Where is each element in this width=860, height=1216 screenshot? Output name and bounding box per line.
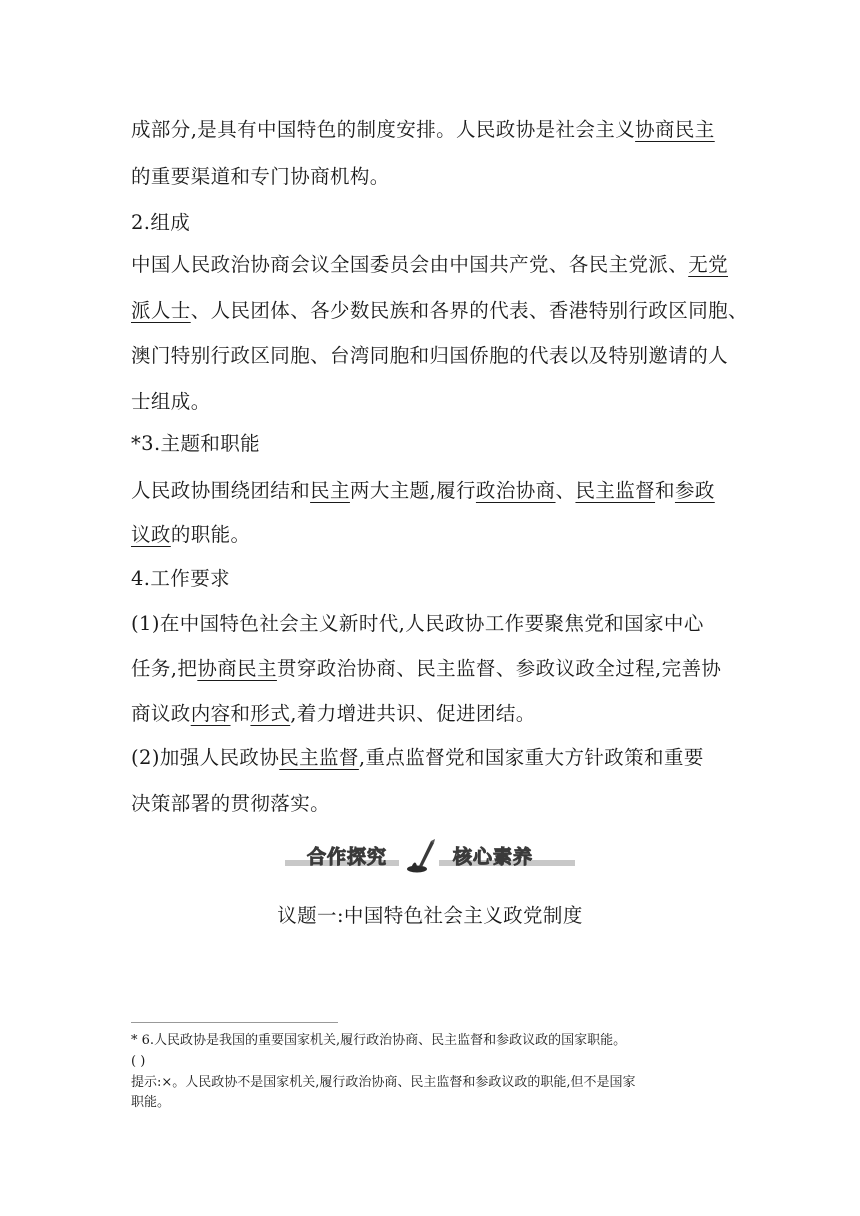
section-banner — [285, 836, 575, 876]
underlined-term: 政治协商 — [475, 479, 556, 502]
text-span: 两大主题,履行 — [349, 479, 476, 502]
footnote-question: * 6.人民政协是我国的重要国家机关,履行政治协商、民主监督和参政议政的国家职能。 — [131, 1033, 627, 1048]
text-span: 、人民团体、各少数民族和各界的代表、香港特别行政区同胞、 — [190, 299, 748, 322]
underlined-term: 形式 — [250, 702, 291, 725]
text-span: 商议政 — [131, 702, 191, 725]
underlined-term: 议政 — [131, 523, 171, 546]
text-span: 、 — [555, 479, 576, 502]
body-line-10 — [131, 656, 721, 682]
body-line-13: 决策部署的贯彻落实。 — [131, 792, 331, 815]
text-span: 成部分,是具有中国特色的制度安排。人民政协是社会主义 — [131, 118, 636, 141]
body-line-4 — [131, 298, 748, 324]
section-heading-4: 4.工作要求 — [131, 567, 231, 590]
body-line-3 — [131, 252, 728, 278]
text-span: 任务,把 — [131, 657, 198, 680]
body-line-12 — [131, 745, 704, 771]
underlined-term: 无党 — [688, 253, 729, 276]
footnote-hint-cont: 职能。 — [131, 1095, 171, 1110]
banner-title-right: 核心素养 — [453, 846, 534, 868]
underlined-term: 民主 — [310, 479, 350, 502]
underlined-term: 内容 — [190, 702, 231, 725]
body-line-11 — [131, 701, 536, 727]
banner-title-left: 合作探究 — [307, 846, 388, 868]
underlined-term: 协商民主 — [197, 657, 277, 680]
footnote-hint: 提示:×。人民政协不是国家机关,履行政治协商、民主监督和参政议政的职能,但不是国家 — [131, 1075, 636, 1090]
footnote-answer-blank: ( ) — [131, 1054, 146, 1069]
underlined-term: 派人士 — [131, 299, 191, 322]
underlined-term: 民主监督 — [279, 746, 359, 769]
body-line-8 — [131, 522, 250, 548]
underlined-term: 参政 — [674, 479, 715, 502]
body-line-5: 澳门特别行政区同胞、台湾同胞和归国侨胞的代表以及特别邀请的人 — [131, 344, 729, 367]
body-line-6: 士组成。 — [131, 390, 211, 413]
section-heading-2: 2.组成 — [131, 211, 191, 234]
footnote-divider — [131, 1022, 338, 1023]
text-span: ,重点监督党和国家重大方针政策和重要 — [358, 746, 704, 769]
body-line-1 — [131, 117, 715, 143]
text-span: (2)加强人民政协 — [131, 746, 280, 769]
text-span: ,着力增进共识、促进团结。 — [290, 702, 536, 725]
text-span: 人民政协围绕团结和 — [131, 479, 311, 502]
section-heading-3: *3.主题和职能 — [131, 432, 261, 455]
text-span: 和 — [230, 702, 251, 725]
underlined-term: 民主监督 — [575, 479, 656, 502]
text-span: 和 — [655, 479, 675, 502]
body-line-2: 的重要渠道和专门协商机构。 — [131, 165, 390, 188]
topic-subtitle: 议题一:中国特色社会主义政党制度 — [277, 904, 583, 927]
underlined-term: 协商民主 — [635, 118, 715, 141]
text-span: 中国人民政治协商会议全国委员会由中国共产党、各民主党派、 — [131, 253, 689, 276]
pen-icon — [405, 838, 437, 874]
body-line-9: (1)在中国特色社会主义新时代,人民政协工作要聚焦党和国家中心 — [131, 612, 704, 635]
body-line-7 — [131, 478, 715, 504]
text-span: 的职能。 — [170, 523, 251, 546]
text-span: 贯穿政治协商、民主监督、参政议政全过程,完善协 — [276, 657, 722, 680]
